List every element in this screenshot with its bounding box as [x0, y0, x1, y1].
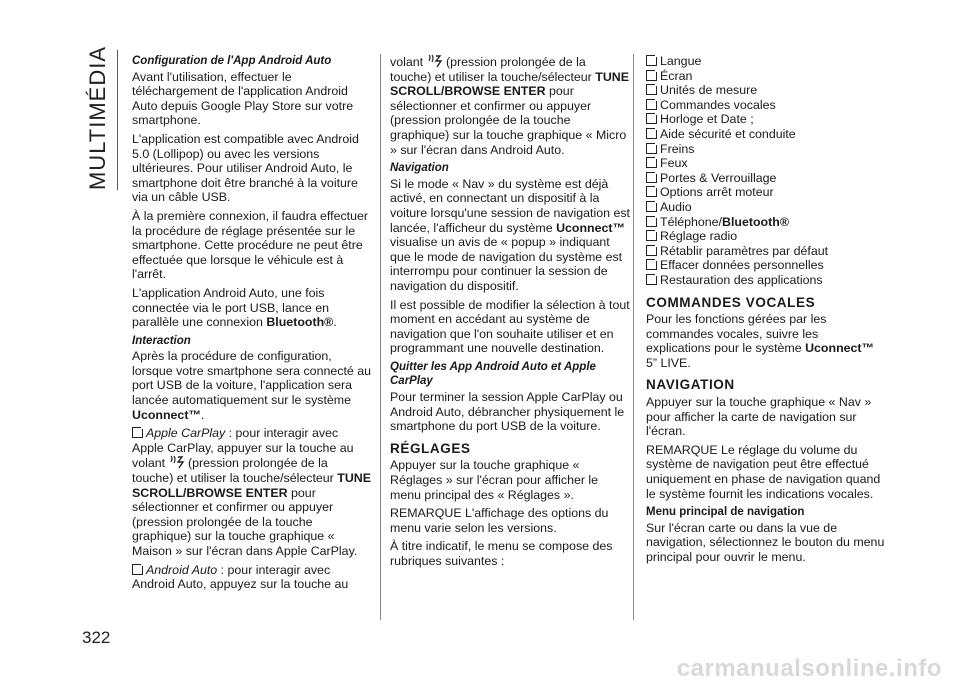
bullet-square-icon: [646, 157, 657, 168]
paragraph: L'application Android Auto, une fois connectée via le port USB, lance en parallèle une connexion Bluetooth®.: [132, 285, 337, 330]
list-item: Aide sécurité et conduite: [646, 127, 886, 142]
list-item: Feux: [646, 156, 886, 171]
heading-quit-apps: Quitter les App Android Auto et Apple CarPlay: [390, 360, 596, 388]
heading-menu-principal: Menu principal de navigation: [646, 506, 805, 519]
list-item: Unités de mesure: [646, 83, 886, 98]
bullet-square-icon: [646, 70, 657, 81]
bullet-square-icon: [646, 113, 657, 124]
bullet-square-icon: [646, 172, 657, 183]
bullet-square-icon: [646, 99, 657, 110]
list-item: Portes & Verrouillage: [646, 171, 886, 186]
heading-reglages: RÉGLAGES: [390, 440, 471, 456]
paragraph: volant (pression prolongée de la touche) et utiliser la touche/sélecteur TUNE SCROLL/BROWSE ENTER pour sélectionner et confirmer ou appuyer (pression prolongée de la touche graphique) sur la touche graphique « Micro » sur l'écran dans Android Auto.: [390, 55, 629, 157]
paragraph: Appuyer sur la touche graphique « Réglages » sur l'écran pour afficher le menu principal des « Réglages ».: [390, 458, 599, 502]
bullet-square-icon: [646, 84, 657, 95]
watermark: carmanualsonline.info: [676, 655, 942, 682]
paragraph: L'application est compatible avec Android 5.0 (Lollipop) ou avec les versions ultérieures. Pour utiliser Android Auto, le smartphone doit être branché à la voiture via un câble USB.: [132, 131, 359, 205]
heading-navigation-section: NAVIGATION: [646, 377, 735, 393]
paragraph: REMARQUE L'affichage des options du menu varie selon les versions.: [390, 506, 609, 535]
list-item: Horloge et Date ;: [646, 112, 886, 127]
list-item: Audio: [646, 200, 886, 215]
settings-menu-list: [646, 54, 886, 288]
bullet-square-icon: [646, 55, 657, 66]
paragraph: Après la procédure de configuration, lorsque votre smartphone sera connecté au port USB de la voiture, l'application sera lancée automatiquement sur le système Uconnect™.: [132, 349, 372, 422]
list-item: Langue: [646, 54, 886, 69]
bullet-square-icon: [646, 128, 657, 139]
bullet-square-icon: [646, 259, 657, 270]
bullet-square-icon: [646, 143, 657, 154]
heading-interaction: Interaction: [132, 334, 191, 347]
bullet-square-icon: [132, 427, 143, 438]
paragraph: Il est possible de modifier la sélection à tout moment en accédant au système de navigation que l'on souhaite utiliser et en programmant une nouvelle destination.: [390, 297, 630, 356]
bullet-apple-carplay: Apple CarPlay : pour interagir avec Apple CarPlay, appuyer sur la touche au volant (pression prolongée de la touche) et utiliser la touche/sélecteur TUNE SCROLL/BROWSE ENTER pour sélectionner et confirmer ou appuyer (pression prolongée de la touche graphique) sur la touche graphique « Maison » sur l'écran dans Apple CarPlay.: [132, 426, 371, 558]
chapter-divider: [117, 50, 118, 190]
chapter-title: MULTIMÉDIA: [85, 45, 110, 191]
bullet-square-icon: [132, 564, 143, 575]
column-divider: [380, 54, 381, 620]
list-item: Rétablir paramètres par défaut: [646, 244, 886, 259]
list-item: Téléphone/Bluetooth®: [646, 215, 886, 230]
voice-command-icon: [169, 455, 185, 469]
paragraph: Appuyer sur la touche graphique « Nav » pour afficher la carte de navigation sur l'écran.: [646, 395, 872, 439]
bullet-square-icon: [646, 274, 657, 285]
list-item: Écran: [646, 69, 886, 84]
paragraph: Pour terminer la session Apple CarPlay ou Android Auto, débrancher physiquement le smartphone du port USB de la voiture.: [390, 390, 625, 434]
heading-navigation: Navigation: [390, 162, 449, 175]
paragraph: Sur l'écran carte ou dans la vue de navigation, sélectionnez le bouton du menu principal pour ouvrir le menu.: [646, 520, 885, 564]
list-item: Réglage radio: [646, 229, 886, 244]
bullet-android-auto: Android Auto : pour interagir avec Android Auto, appuyez sur la touche au: [132, 562, 349, 592]
heading-commandes-vocales: COMMANDES VOCALES: [646, 294, 816, 310]
list-item: Options arrêt moteur: [646, 185, 886, 200]
column-3: [646, 54, 886, 569]
bullet-square-icon: [646, 230, 657, 241]
voice-command-icon: [427, 54, 443, 68]
page-number: 322: [82, 628, 111, 647]
heading-android-config: Configuration de l'App Android Auto: [132, 55, 332, 67]
column-1: [132, 54, 372, 596]
bullet-square-icon: [646, 216, 657, 227]
list-item: Restauration des applications: [646, 273, 886, 288]
paragraph: À la première connexion, il faudra effectuer la procédure de réglage présentée sur le smartphone. Cette procédure ne peut être effectuée que lorsque le véhicule est à l'arrêt.: [132, 208, 369, 282]
column-divider: [633, 54, 634, 620]
paragraph: REMARQUE Le réglage du volume du système de navigation peut être effectué uniquement en phase de navigation quand le système fournit les indications vocales.: [646, 442, 881, 501]
bullet-square-icon: [646, 201, 657, 212]
paragraph: Pour les fonctions gérées par les commandes vocales, suivre les explications pour le système Uconnect™ 5” LIVE.: [646, 312, 874, 370]
list-item: Freins: [646, 142, 886, 157]
paragraph: À titre indicatif, le menu se compose des rubriques suivantes :: [390, 539, 613, 568]
paragraph: Si le mode « Nav » du système est déjà activé, en connectant un dispositif à la voiture lorsqu'une session de navigation est lancée, l'afficheur du système Uconnect™ visualise un avis de « popup » indiquant que le mode de navigation du système est interrompu pour continuer la session de navigation du dispositif.: [390, 176, 631, 293]
paragraph: Avant l'utilisation, effectuer le téléchargement de l'application Android Auto depuis Google Play Store sur votre smartphone.: [132, 69, 354, 128]
bullet-square-icon: [646, 245, 657, 256]
column-2: [390, 54, 630, 573]
list-item: Effacer données personnelles: [646, 258, 886, 273]
list-item: Commandes vocales: [646, 98, 886, 113]
bullet-square-icon: [646, 186, 657, 197]
